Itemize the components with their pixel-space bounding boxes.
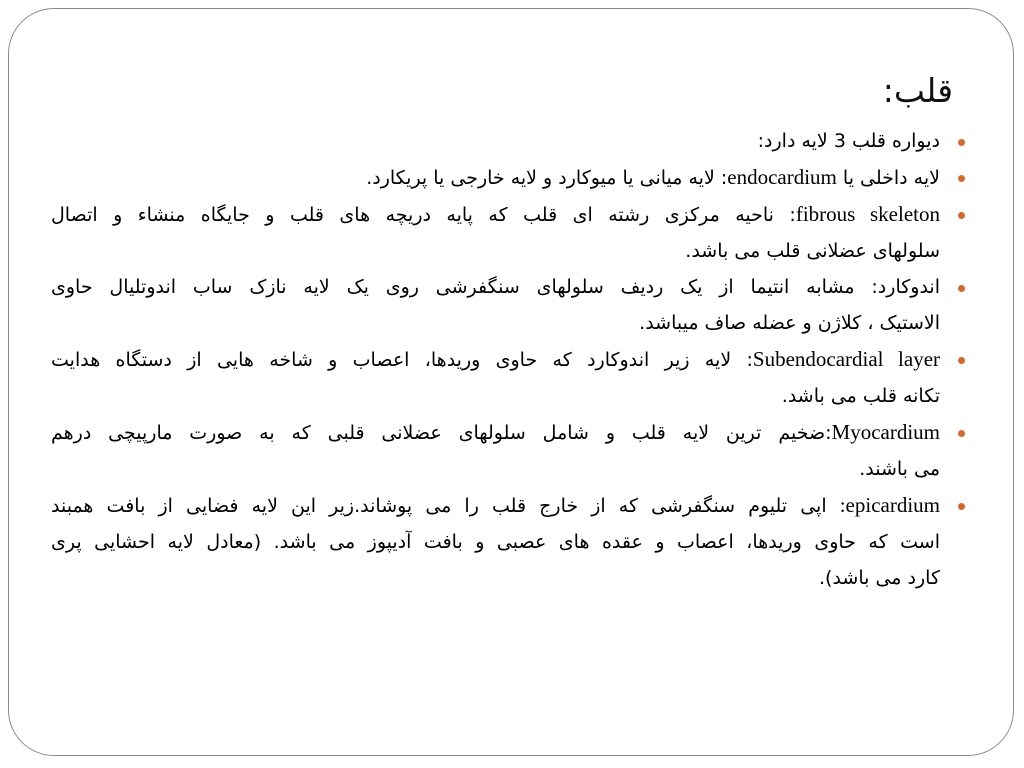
text-segment: است که حاوی وریدها، اعصاب و عقده های عصبی و بافت آدیپوز می باشد. (معادل لایه احشایی پری: [51, 531, 940, 553]
latin-term: fibrous skeleton: [795, 202, 940, 226]
text-segment: دیواره قلب 3 لایه دارد:: [757, 130, 940, 152]
bullet-dot-icon: [958, 357, 965, 364]
bullet-dot-icon: [958, 430, 965, 437]
bullet-line: [51, 524, 940, 560]
text-segment: : ناحیه مرکزی رشته ای قلب که پایه دریچه های قلب و جایگاه منشاء و اتصال: [51, 204, 796, 226]
bullet-item: [51, 123, 970, 159]
bullet-line: [51, 378, 940, 414]
latin-term: :epicardium: [839, 493, 940, 517]
bullet-line: [51, 233, 940, 269]
bullet-line: [51, 305, 940, 341]
bullet-item: [51, 196, 970, 269]
bullet-line: [51, 196, 940, 233]
text-segment: اپی تلیوم سنگفرشی که از خارج قلب را می پوشاند.زیر این لایه فضایی از بافت همبند: [51, 495, 840, 517]
text-segment: می باشند.: [859, 458, 940, 480]
bullet-dot-icon: [958, 285, 965, 292]
bullet-line: [51, 487, 940, 524]
bullet-line: [51, 414, 940, 451]
text-segment: اندوکارد: مشابه انتیما از یک ردیف سلولهای سنگفرشی روی یک لایه نازک ساب اندوتلیال حاوی: [51, 276, 940, 298]
latin-term: endocardium: [727, 165, 837, 189]
slide: [8, 8, 1014, 756]
text-segment: تکانه قلب می باشد.: [781, 385, 940, 407]
bullet-item: [51, 487, 970, 596]
bullet-line: [51, 341, 940, 378]
bullet-list: [51, 123, 970, 596]
bullet-item: [51, 159, 970, 196]
bullet-dot-icon: [958, 175, 965, 182]
bullet-line: [51, 159, 940, 196]
bullet-item: [51, 341, 970, 414]
bullet-line: [51, 560, 940, 596]
bullet-dot-icon: [958, 503, 965, 510]
latin-term: Subendocardial layer: [752, 347, 941, 371]
bullet-item: [51, 269, 970, 341]
text-segment: سلولهای عضلانی قلب می باشد.: [685, 240, 940, 262]
bullet-dot-icon: [958, 139, 965, 146]
text-segment: :ضخیم ترین لایه قلب و شامل سلولهای عضلانی قلبی که به صورت مارپیچی درهم: [51, 422, 832, 444]
bullet-line: [51, 269, 940, 305]
latin-term: Myocardium: [831, 420, 940, 444]
bullet-item: [51, 414, 970, 487]
text-segment: : لایه میانی یا میوکارد و لایه خارجی یا پریکارد.: [366, 167, 728, 189]
slide-title: قلب:: [882, 71, 953, 110]
bullet-line: [51, 123, 940, 159]
text-segment: : لایه زیر اندوکارد که حاوی وریدها، اعصاب و شاخه هایی از دستگاه هدایت: [51, 349, 753, 371]
text-segment: کارد می باشد).: [819, 567, 940, 589]
slide-content: [51, 123, 970, 596]
bullet-line: [51, 451, 940, 487]
bullet-dot-icon: [958, 212, 965, 219]
text-segment: لایه داخلی یا: [836, 167, 940, 189]
text-segment: الاستیک ، کلاژن و عضله صاف میباشد.: [639, 312, 940, 334]
